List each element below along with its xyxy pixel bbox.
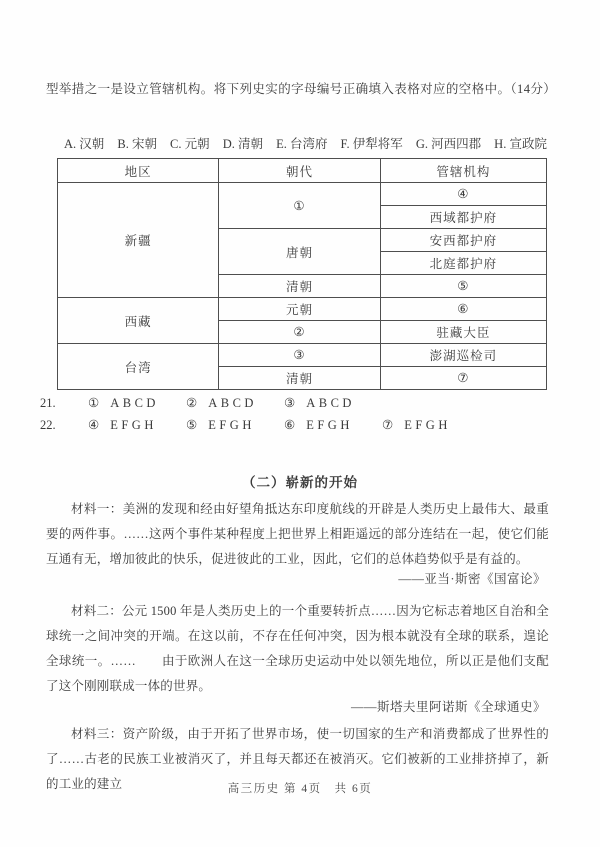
header-institution: 管辖机构 xyxy=(380,159,546,183)
option-g: G. 河西四郡 xyxy=(415,137,482,151)
choice-letters: ABCD xyxy=(208,395,257,410)
circled-number: ⑥ xyxy=(284,418,296,432)
circled-number: ④ xyxy=(88,418,100,432)
circled-number: ① xyxy=(88,396,100,410)
question-22-item-4 xyxy=(382,417,480,433)
answer-options xyxy=(64,134,547,152)
question-22-item-3 xyxy=(284,417,382,433)
choice-letters: ABCD xyxy=(306,395,355,410)
header-dynasty: 朝代 xyxy=(219,159,380,183)
table-row xyxy=(58,344,547,367)
circled-number: ⑦ xyxy=(382,418,394,432)
table-row xyxy=(58,183,547,206)
material-1-attribution: ——亚当·斯密《国富论》 xyxy=(398,572,546,586)
question-21-number: 21. xyxy=(40,395,56,410)
header-region: 地区 xyxy=(58,159,219,183)
question-21-row xyxy=(40,392,480,414)
institution-cell-blank-5: ⑤ xyxy=(380,275,546,298)
institution-cell-penghu: 澎湖巡检司 xyxy=(380,344,546,367)
circled-number: ⑤ xyxy=(186,418,198,432)
choice-letters: EFGH xyxy=(208,417,255,432)
question-21-item-1 xyxy=(88,395,186,411)
choice-letters: EFGH xyxy=(306,417,353,432)
material-3-paragraph: 材料三：资产阶级，由于开拓了世界市场，使一切国家的生产和消费都成了世界性的了……古老的民族工业被消灭了，并且每天都还在被消灭。它们被新的工业排挤掉了，新的工业的建立 xyxy=(46,727,549,791)
dynasty-cell-blank-2: ② xyxy=(219,321,380,344)
option-c: C. 元朝 xyxy=(170,137,210,151)
table-header-row xyxy=(58,159,547,183)
region-cell-taiwan: 台湾 xyxy=(58,344,219,390)
institution-cell-blank-7: ⑦ xyxy=(380,367,546,390)
circled-number: ③ xyxy=(284,396,296,410)
option-f: F. 伊犁将军 xyxy=(340,137,403,151)
question-21-item-3 xyxy=(284,395,382,411)
question-22-item-2 xyxy=(186,417,284,433)
dynasty-cell-qing-2: 清朝 xyxy=(219,367,380,390)
option-b: B. 宋朝 xyxy=(117,137,157,151)
option-d: D. 清朝 xyxy=(222,137,263,151)
choice-questions xyxy=(40,392,480,436)
circled-number: ② xyxy=(186,396,198,410)
question-22-item-1 xyxy=(88,417,186,433)
material-1-paragraph: 材料一：美洲的发现和经由好望角抵达东印度航线的开辟是人类历史上最伟大、最重要的两件事。……这两个事件某种程度上把世界上相距遥远的部分连结在一起，使它们能互通有无，增加彼此的快乐，促进彼此的工业，因此，它们的总体趋势似乎是有益的。 xyxy=(46,502,549,566)
dynasty-cell-yuan: 元朝 xyxy=(219,298,380,321)
dynasty-cell-blank-1: ① xyxy=(219,183,380,229)
region-cell-xizang: 西藏 xyxy=(58,298,219,344)
answer-table xyxy=(57,158,547,390)
section-title: （二）崭新的开始 xyxy=(242,475,358,490)
institution-cell-xiyu: 西域都护府 xyxy=(380,206,546,229)
institution-cell-blank-6: ⑥ xyxy=(380,298,546,321)
choice-letters: EFGH xyxy=(404,417,451,432)
table-row xyxy=(58,298,547,321)
material-2-attribution: ——斯塔夫里阿诺斯《全球通史》 xyxy=(350,700,546,714)
region-cell-xinjiang: 新疆 xyxy=(58,183,219,298)
institution-cell-blank-4: ④ xyxy=(380,183,546,206)
choice-letters: EFGH xyxy=(110,417,157,432)
choice-letters: ABCD xyxy=(110,395,159,410)
dynasty-cell-qing-1: 清朝 xyxy=(219,275,380,298)
question-22-number: 22. xyxy=(40,417,56,432)
institution-cell-beiting: 北庭都护府 xyxy=(380,252,546,275)
option-a: A. 汉朝 xyxy=(64,137,105,151)
option-h: H. 宣政院 xyxy=(494,137,547,151)
dynasty-cell-tang: 唐朝 xyxy=(219,229,380,275)
institution-cell-zhuzang: 驻藏大臣 xyxy=(380,321,546,344)
institution-cell-anxi: 安西都护府 xyxy=(380,229,546,252)
question-22-row xyxy=(40,414,480,436)
question-21-item-2 xyxy=(186,395,284,411)
question-intro-text: 型举措之一是设立管辖机构。将下列史实的字母编号正确填入表格对应的空格中。（14分） xyxy=(46,82,557,96)
page-footer: 高三历史 第 4页 共 6页 xyxy=(227,783,373,795)
dynasty-cell-blank-3: ③ xyxy=(219,344,380,367)
option-e: E. 台湾府 xyxy=(276,137,328,151)
material-2-paragraph: 材料二：公元 1500 年是人类历史上的一个重要转折点……因为它标志着地区自治和全球统一之间冲突的开端。在这以前，不存在任何冲突，因为根本就没有全球的联系，遑论全球统一。…… 由于欧洲人在这一全球历史运动中处以领先地位，所以正是他们支配了这个刚刚联成一体的世界。 xyxy=(46,604,549,693)
